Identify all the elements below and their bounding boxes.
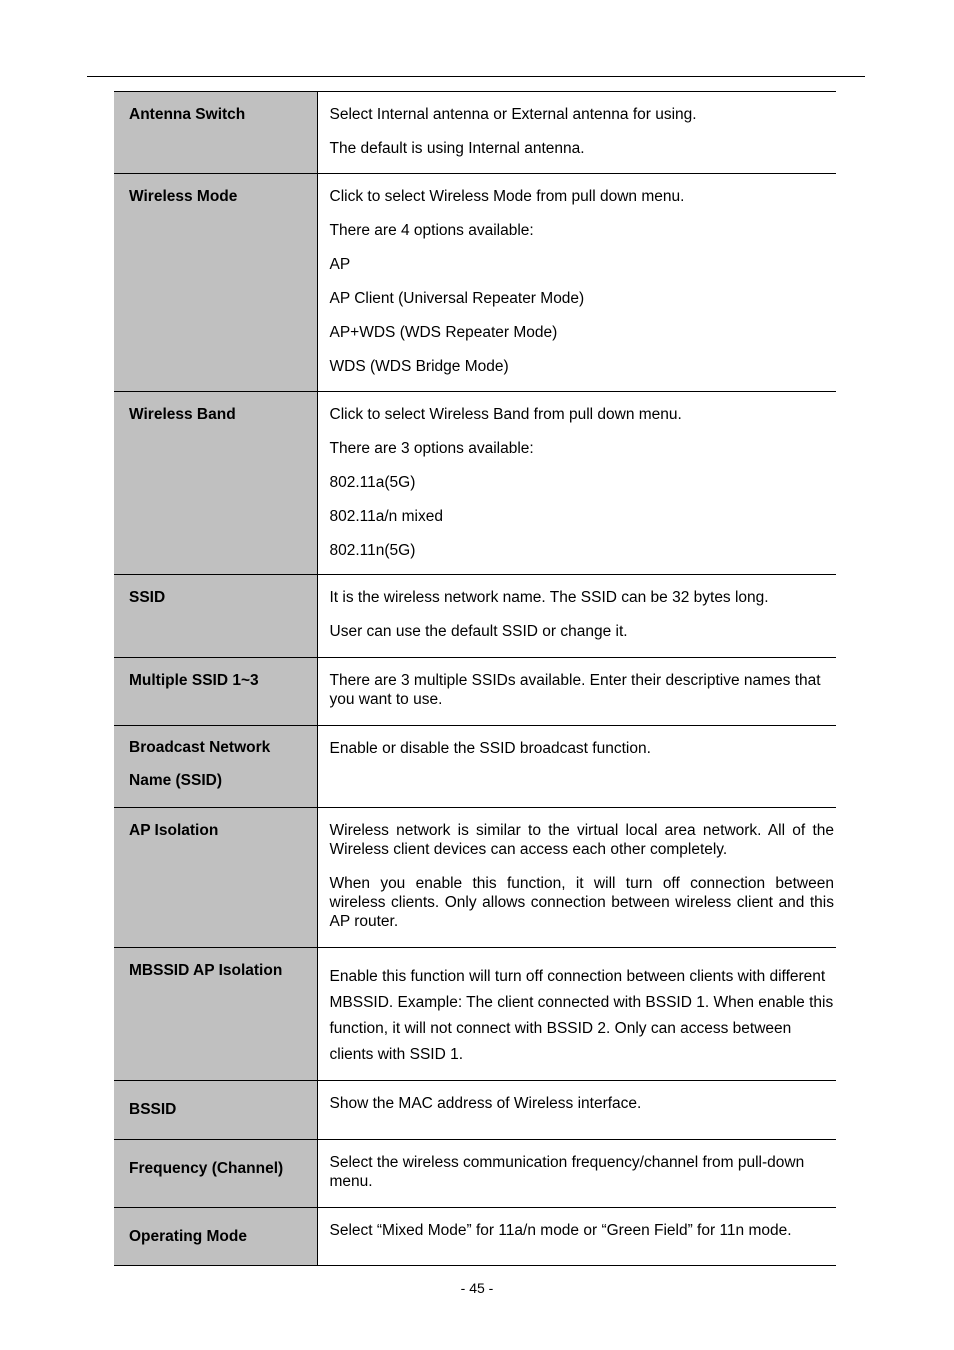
header-rule [87, 76, 865, 77]
row-description [317, 174, 836, 392]
row-description [317, 658, 836, 726]
row-term: Multiple SSID 1~3 [114, 658, 317, 726]
table-row [114, 658, 836, 726]
desc-line: User can use the default SSID or change it. [329, 623, 628, 640]
row-term: Wireless Band [114, 392, 317, 575]
row-description [317, 92, 836, 174]
row-term: Operating Mode [114, 1208, 317, 1266]
desc-line: Click to select Wireless Mode from pull down menu. [329, 188, 685, 205]
row-description [317, 726, 836, 808]
desc-line: There are 4 options available: [329, 222, 534, 239]
desc-line: 802.11n(5G) [329, 542, 416, 559]
row-description [317, 1208, 836, 1266]
row-term: MBSSID AP Isolation [114, 948, 317, 1081]
row-description [317, 575, 836, 658]
row-term: Antenna Switch [114, 92, 317, 174]
row-description [317, 948, 836, 1081]
row-term: Wireless Mode [114, 174, 317, 392]
desc-line: 802.11a(5G) [329, 474, 416, 491]
table-row [114, 1081, 836, 1140]
table-row [114, 948, 836, 1081]
table-row [114, 575, 836, 658]
desc-line: It is the wireless network name. The SSID can be 32 bytes long. [329, 589, 769, 606]
row-term: Frequency (Channel) [114, 1140, 317, 1208]
desc-line: There are 3 options available: [329, 440, 534, 457]
desc-line: WDS (WDS Bridge Mode) [329, 358, 509, 375]
row-term: AP Isolation [114, 808, 317, 948]
table-row [114, 392, 836, 575]
row-description [317, 392, 836, 575]
table-row [114, 1140, 836, 1208]
desc-line: Select Internal antenna or External antenna for using. [329, 106, 697, 123]
row-term: SSID [114, 575, 317, 658]
desc-line: AP Client (Universal Repeater Mode) [329, 290, 585, 307]
desc-line: Enable or disable the SSID broadcast function. [329, 740, 651, 757]
row-description [317, 1081, 836, 1140]
table-row [114, 1208, 836, 1266]
desc-line: 802.11a/n mixed [329, 508, 443, 525]
row-description [317, 808, 836, 948]
desc-line: Show the MAC address of Wireless interface. [329, 1095, 642, 1112]
table-row [114, 808, 836, 948]
desc-line: AP [329, 256, 351, 273]
row-term: Broadcast Network Name (SSID) [114, 726, 317, 808]
page-number: - 45 - [460, 1280, 494, 1296]
settings-table [114, 91, 836, 1266]
desc-line: Select the wireless communication frequency/channel from pull-down menu. [329, 1154, 805, 1190]
desc-line: The default is using Internal antenna. [329, 140, 585, 157]
desc-line: Enable this function will turn off connection between clients with different MBSSID. Example: The client connected with BSSID 1. When enable this function, it will not connect with BSSID 2. Only can access between clients with SSID 1. [329, 968, 834, 1063]
row-term: BSSID [114, 1081, 317, 1140]
desc-line: When you enable this function, it will turn off connection between wireless clients. Only allows connection between wireless client and this AP router. [329, 875, 834, 930]
desc-line: There are 3 multiple SSIDs available. Enter their descriptive names that you want to use. [329, 672, 821, 708]
table-row [114, 174, 836, 392]
desc-line: Wireless network is similar to the virtual local area network. All of the Wireless client devices can access each other completely. [329, 822, 834, 858]
desc-line: Select “Mixed Mode” for 11a/n mode or “Green Field” for 11n mode. [329, 1222, 792, 1239]
desc-line: AP+WDS (WDS Repeater Mode) [329, 324, 558, 341]
table-row [114, 92, 836, 174]
row-description [317, 1140, 836, 1208]
table-row [114, 726, 836, 808]
desc-line: Click to select Wireless Band from pull down menu. [329, 406, 682, 423]
